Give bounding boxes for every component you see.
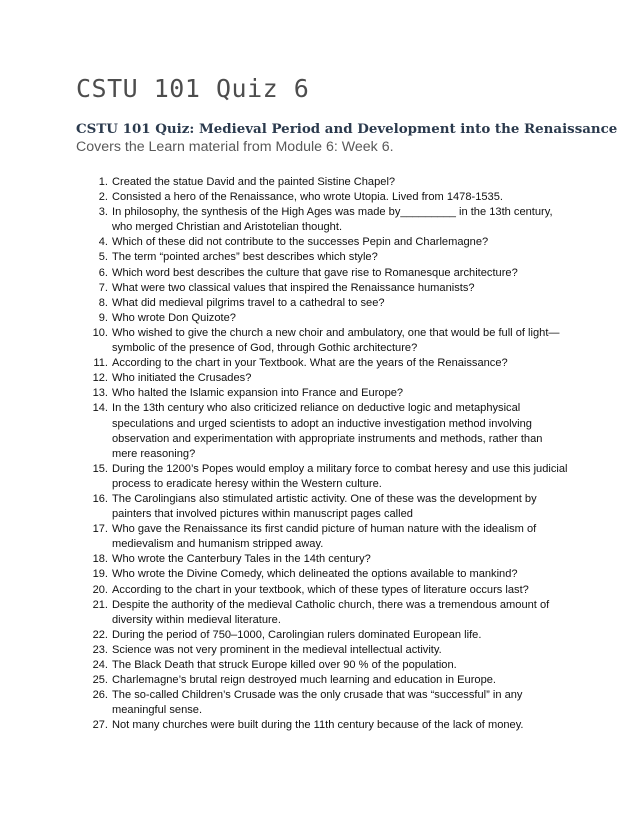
question-number: 20. xyxy=(92,583,108,596)
question-number: 19. xyxy=(92,568,108,581)
question-text: During the period of 750–1000, Carolingian rulers dominated European life. xyxy=(112,628,482,641)
question-text: Despite the authority of the medieval Catholic church, there was a tremendous amount of diversity within medieval literature. xyxy=(112,598,550,626)
question-number: 25. xyxy=(92,674,108,687)
question-number: 15. xyxy=(92,462,108,475)
question-text: Charlemagne’s brutal reign destroyed much learning and education in Europe. xyxy=(112,674,497,687)
question-item xyxy=(88,190,568,205)
question-number: 13. xyxy=(92,387,108,400)
question-text: Who halted the Islamic expansion into France and Europe? xyxy=(112,387,404,400)
question-number: 14. xyxy=(92,402,108,415)
question-item xyxy=(88,296,568,311)
question-number: 6. xyxy=(98,266,108,279)
question-item xyxy=(88,552,568,567)
question-item xyxy=(88,250,568,265)
question-item xyxy=(88,462,568,492)
question-number: 12. xyxy=(92,372,108,385)
question-item xyxy=(88,658,568,673)
question-item xyxy=(88,386,568,401)
question-number: 2. xyxy=(98,191,108,204)
question-item xyxy=(88,673,568,688)
question-text: The Carolingians also stimulated artistic activity. One of these was the development by painters that involved pictures within manuscript pages called xyxy=(112,492,537,521)
question-text: According to the chart in your Textbook. What are the years of the Renaissance? xyxy=(112,357,508,370)
question-text: The term “pointed arches” best describes which style? xyxy=(112,251,378,264)
coverage-note: Covers the Learn material from Module 6: Week 6. xyxy=(76,139,394,155)
question-text: Who initiated the Crusades? xyxy=(112,372,252,385)
question-number: 7. xyxy=(98,281,108,294)
question-item xyxy=(88,643,568,658)
question-item xyxy=(88,371,568,386)
question-text: Who wished to give the church a new choir and ambulatory, one that would be full of light— symbolic of the presence of God, through Gothic architecture? xyxy=(112,326,560,355)
question-item xyxy=(88,311,568,326)
question-text: What were two classical values that inspired the Renaissance humanists? xyxy=(112,281,475,294)
question-number: 11. xyxy=(93,357,108,370)
quiz-subtitle: CSTU 101 Quiz: Medieval Period and Development into the Renaissance xyxy=(76,121,618,137)
question-number: 23. xyxy=(92,643,108,656)
question-text: Who wrote Don Quizote? xyxy=(112,311,236,324)
question-text: Who gave the Renaissance its first candid picture of human nature with the idealism of medievalism and humanism stripped away. xyxy=(112,523,537,551)
question-item xyxy=(88,326,568,356)
question-number: 1. xyxy=(98,176,108,188)
question-text: During the 1200’s Popes would employ a military force to combat heresy and use this judicial process to eradicate heresy within the Western culture. xyxy=(112,462,568,490)
question-number: 24. xyxy=(92,659,108,671)
question-number: 4. xyxy=(98,236,108,249)
question-item xyxy=(88,522,568,552)
question-number: 27. xyxy=(92,719,108,732)
question-item xyxy=(88,688,568,718)
question-item xyxy=(88,175,568,190)
question-number: 26. xyxy=(92,689,108,702)
question-text: In the 13th century who also criticized reliance on deductive logic and metaphysical speculations and urged scientists to adopt an inductive investigation method involving observation and experimentation with appropriate instruments and methods, rather than mere reasoning? xyxy=(112,402,543,460)
question-text: According to the chart in your textbook, which of these types of literature occurs last? xyxy=(112,583,529,596)
question-item xyxy=(88,401,568,461)
question-item xyxy=(88,235,568,250)
question-number: 8. xyxy=(98,296,108,309)
question-item xyxy=(88,598,568,628)
question-text: Who wrote the Canterbury Tales in the 14th century? xyxy=(112,553,371,566)
question-text: The Black Death that struck Europe killed over 90 % of the population. xyxy=(112,659,457,671)
question-number: 21. xyxy=(92,598,108,611)
question-item xyxy=(88,356,568,371)
question-text: Science was not very prominent in the medieval intellectual activity. xyxy=(112,643,442,656)
question-number: 3. xyxy=(98,206,108,219)
question-number: 22. xyxy=(92,628,108,641)
question-text: In philosophy, the synthesis of the High Ages was made by_________ in the 13th century, who merged Christian and Aristotelian thought. xyxy=(112,206,553,234)
question-text: Not many churches were built during the 11th century because of the lack of money. xyxy=(112,719,524,732)
question-item xyxy=(88,205,568,235)
question-text: Created the statue David and the painted Sistine Chapel? xyxy=(112,176,396,188)
question-number: 18. xyxy=(92,553,108,566)
document-title: CSTU 101 Quiz 6 xyxy=(76,74,310,103)
question-text: Who wrote the Divine Comedy, which delineated the options available to mankind? xyxy=(112,568,518,581)
question-number: 16. xyxy=(92,492,108,505)
question-item xyxy=(88,718,568,733)
question-text: Consisted a hero of the Renaissance, who wrote Utopia. Lived from 1478-1535. xyxy=(112,191,503,204)
question-text: What did medieval pilgrims travel to a cathedral to see? xyxy=(112,296,385,309)
question-text: The so-called Children’s Crusade was the only crusade that was “successful” in any meaningful sense. xyxy=(112,689,523,717)
question-list xyxy=(88,175,568,733)
question-item xyxy=(88,266,568,281)
question-item xyxy=(88,567,568,582)
question-item xyxy=(88,583,568,598)
question-number: 10. xyxy=(92,326,108,339)
question-item xyxy=(88,628,568,643)
question-item xyxy=(88,281,568,296)
question-text: Which of these did not contribute to the successes Pepin and Charlemagne? xyxy=(112,236,489,249)
question-number: 9. xyxy=(98,311,108,324)
question-text: Which word best describes the culture that gave rise to Romanesque architecture? xyxy=(112,266,518,279)
question-number: 5. xyxy=(98,251,108,264)
question-number: 17. xyxy=(92,523,108,536)
question-item xyxy=(88,492,568,522)
